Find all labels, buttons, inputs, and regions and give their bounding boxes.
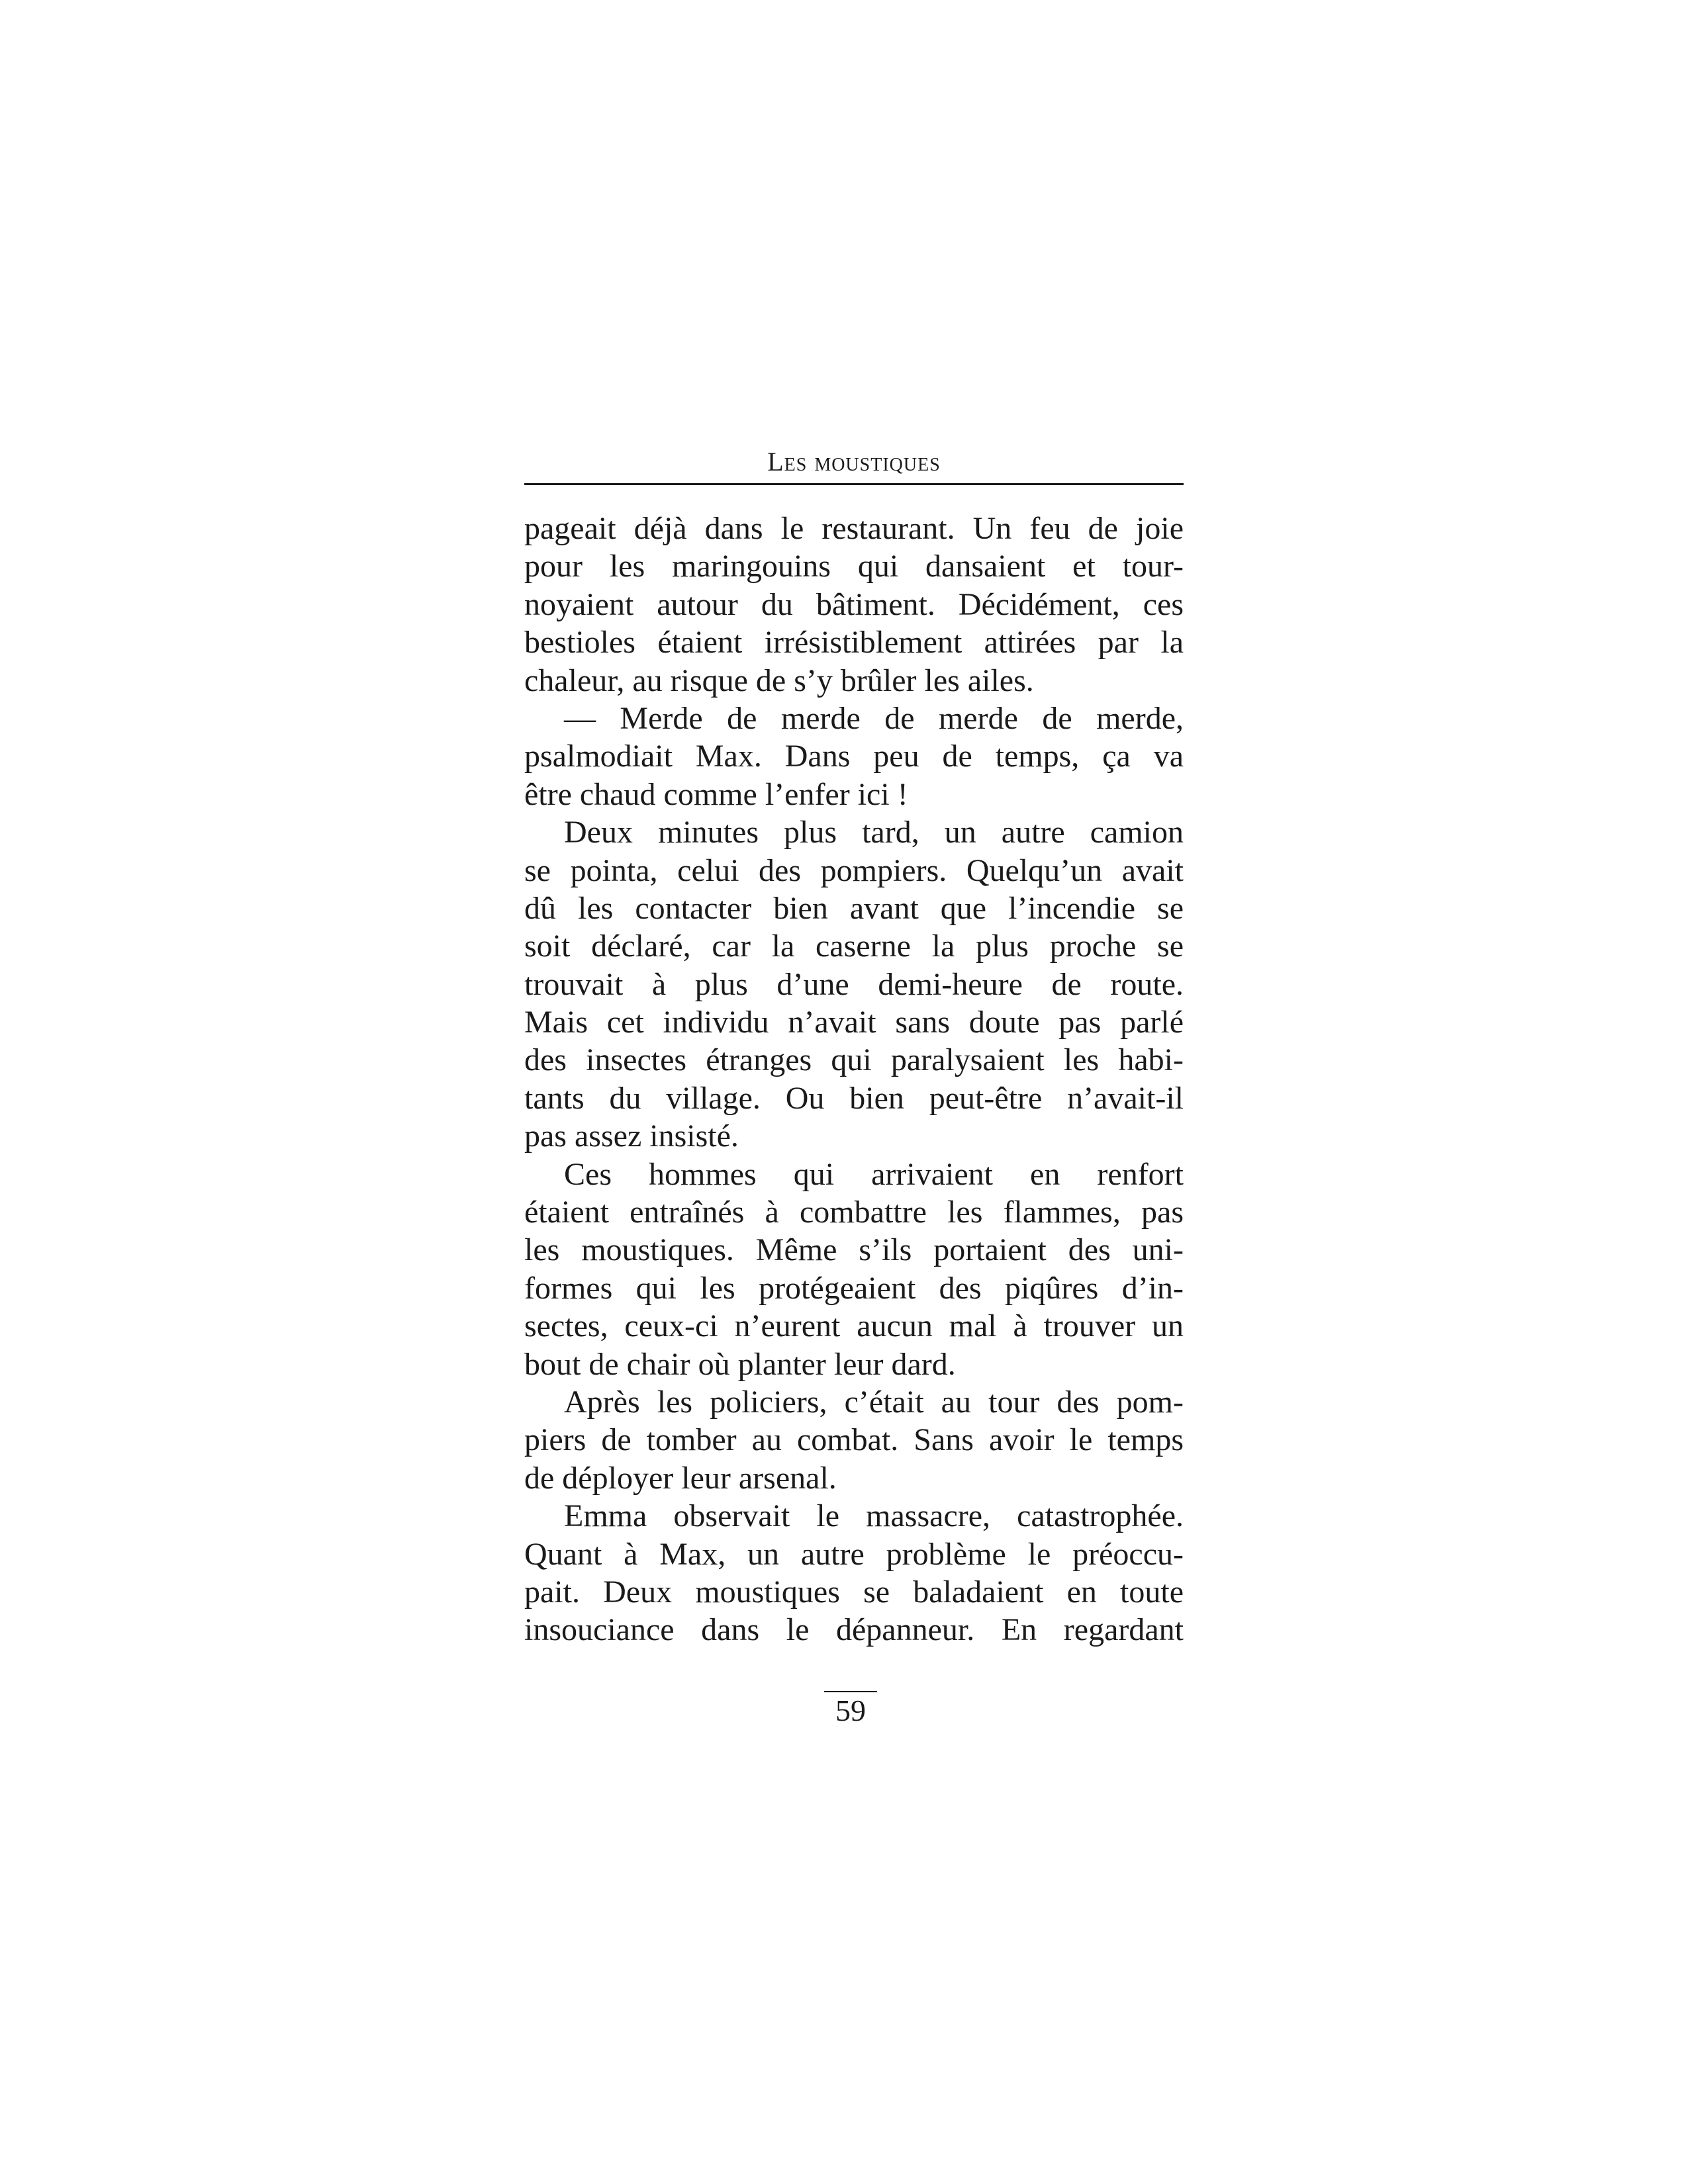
text-line: tants du village. Ou bien peut-être n’avait-il	[524, 1080, 1184, 1116]
text-line: Ces hommes qui arrivaient en renfort	[564, 1156, 1184, 1192]
text-line: pageait déjà dans le restaurant. Un feu de joie	[524, 511, 1184, 546]
page-number: 59	[824, 1691, 877, 1727]
text-line: Après les policiers, c’était au tour des pom-	[564, 1384, 1184, 1420]
text-line: noyaient autour du bâtiment. Décidément, ces	[524, 586, 1184, 622]
text-line: pas assez insisté.	[524, 1118, 739, 1154]
text-line: bout de chair où planter leur dard.	[524, 1346, 956, 1382]
text-line: Emma observait le massacre, catastrophée.	[564, 1498, 1184, 1534]
text-line: — Merde de merde de merde de merde,	[564, 700, 1184, 736]
text-line: être chaud comme l’enfer ici !	[524, 776, 908, 812]
text-line: pait. Deux moustiques se baladaient en toute	[524, 1574, 1184, 1610]
text-line: Mais cet individu n’avait sans doute pas parlé	[524, 1005, 1184, 1040]
text-line: piers de tomber au combat. Sans avoir le temps	[524, 1422, 1184, 1458]
text-line: dû les contacter bien avant que l’incendie se	[524, 890, 1184, 926]
text-line: des insectes étranges qui paralysaient les habi-	[524, 1042, 1184, 1078]
text-line: trouvait à plus d’une demi-heure de route.	[524, 966, 1184, 1002]
text-line: les moustiques. Même s’ils portaient des uni-	[524, 1232, 1184, 1268]
text-line: sectes, ceux-ci n’eurent aucun mal à trouver un	[524, 1308, 1184, 1344]
text-line: soit déclaré, car la caserne la plus proche se	[524, 929, 1184, 964]
page-header	[524, 437, 1184, 485]
running-head: Les moustiques	[767, 447, 941, 477]
text-line: se pointa, celui des pompiers. Quelqu’un avait	[524, 852, 1184, 888]
text-line: chaleur, au risque de s’y brûler les ailes.	[524, 662, 1034, 698]
body-text	[524, 510, 1184, 1649]
text-line: insouciance dans le dépanneur. En regardant	[524, 1612, 1184, 1648]
text-line: bestioles étaient irrésistiblement attirées par la	[524, 625, 1184, 660]
text-line: pour les maringouins qui dansaient et tour-	[524, 549, 1184, 584]
text-line: de déployer leur arsenal.	[524, 1460, 837, 1496]
text-line: Deux minutes plus tard, un autre camion	[564, 815, 1184, 850]
text-line: Quant à Max, un autre problème le préoccu-	[524, 1536, 1184, 1572]
text-line: étaient entraînés à combattre les flammes, pas	[524, 1195, 1184, 1230]
text-line: psalmodiait Max. Dans peu de temps, ça va	[524, 739, 1184, 774]
text-line: formes qui les protégeaient des piqûres d’in-	[524, 1270, 1184, 1306]
